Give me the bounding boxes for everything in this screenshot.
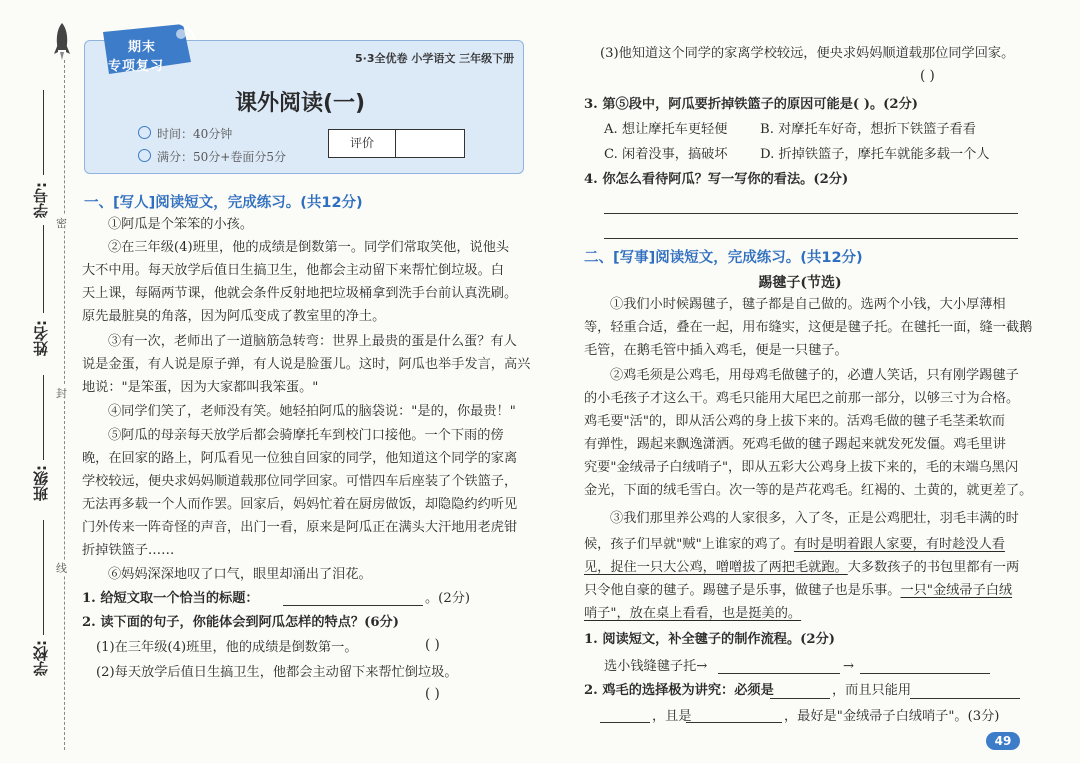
section1-heading: 一、[写人]阅读短文，完成练习。(共12分) [84,195,363,211]
answer-paren[interactable]: ( ) [425,686,440,702]
feather-answer-field[interactable] [600,722,650,723]
question-1-score: 。(2分) [425,591,471,606]
badge-line1: 期末 [128,40,157,55]
school-label: 学校: [32,640,50,676]
left-para-line: 学校较远，便央求妈妈顺道载那位同学回家。可惜四车后座装了个铁篮子， [82,474,518,489]
feather-answer-field[interactable] [686,722,782,723]
question-4: 4. 你怎么看待阿瓜？写一写你的看法。(2分) [584,172,849,187]
option-d[interactable]: D. 折掉铁篮子，摩托车就能多载一个人 [760,147,990,162]
answer-paren[interactable]: ( ) [425,637,440,653]
seal-char-feng: 封 [56,387,67,400]
right-para-line: 究要"金绒帚子白绒哨子"，即从五彩大公鸡身上拔下来的，毛的末端乌黑闪 [584,460,1019,475]
question-2-1: (1)在三年级(4)班里，他的成绩是倒数第一。 [96,640,358,655]
eval-label: 评价 [329,130,396,157]
page-title: 课外阅读(一) [234,91,366,116]
seal-char-mi: 密 [56,217,67,230]
answer-paren[interactable]: ( ) [920,68,935,84]
student-id-label: 学号: [32,182,50,218]
score-info: 满分：50分+卷面分5分 [138,148,286,165]
badge-line2: 专项复习 [108,59,165,74]
process-step-field[interactable] [860,673,990,674]
eval-score-field[interactable] [396,130,464,157]
right-para-line: 有弹性，踢起来飘逸潇洒。死鸡毛做的毽子踢起来就发死发僵。鸡毛里讲 [584,437,1006,452]
r-question-2: 2. 鸡毛的选择极为讲究：必须是 [584,683,774,698]
process-arrow: → [843,659,855,674]
page-number: 49 [986,732,1020,750]
question-3: 3. 第⑤段中，阿瓜要折掉铁篮子的原因可能是( )。(2分) [584,97,919,112]
right-para-line: 见，捉住一只大公鸡，噌噌拔了两把毛就跑。大多数孩子的书包里都有一两 [584,560,1020,575]
left-para-2: ②在三年级(4)班里，他的成绩是倒数第一。同学们常取笑他，说他头 [108,240,510,255]
school-field[interactable] [43,520,44,635]
r-question-1: 1. 阅读短文，补全毽子的制作流程。(2分) [584,632,836,647]
passage-title: 踢毽子(节选) [758,275,842,291]
left-para-5: ⑤阿瓜的母亲每天放学后都会骑摩托车到校门口接他。一个下雨的傍 [108,428,504,443]
student-id-field[interactable] [43,90,44,175]
clock-icon [138,126,151,139]
right-para-line: 金光，下面的绒毛雪白。次一等的是芦花鸡毛。红褐的、土黄的，就更差了。 [584,483,1033,498]
option-a[interactable]: A. 想让摩托车更轻便 [604,122,728,137]
right-para-line: 等，轻重合适，叠在一起，用布缝实，这便是毽子托。在毽托一面，缝一截鹅 [584,320,1033,335]
r-question-2-c: ，最好是"金绒帚子白绒哨子"。(3分) [784,709,1000,724]
class-field[interactable] [43,375,44,460]
left-para-line: 原先最脏臭的角落，因为阿瓜变成了教室里的净土。 [82,309,386,324]
book-meta: 5·3全优卷 小学语文 三年级下册 [355,52,515,65]
name-field[interactable] [43,225,44,313]
section2-heading: 二、[写事]阅读短文，完成练习。(共12分) [584,250,863,266]
left-para-line: 地说："是笨蛋，因为大家都叫我笨蛋。" [82,380,319,395]
rocket-icon [52,22,72,62]
left-para-1: ①阿瓜是个笨笨的小孩。 [108,217,254,232]
process-start: 选小钱缝毽子托→ [604,659,708,674]
right-para-line: 鸡毛要"活"的，即从活公鸡的身上拔下来的。活鸡毛做的毽子毛茎柔软而 [584,414,1005,429]
time-info: 时间：40分钟 [138,125,232,142]
option-c[interactable]: C. 闲着没事，搞破坏 [604,147,728,162]
seal-line [64,60,65,750]
left-para-4: ④同学们笑了，老师没有笑。她轻拍阿瓜的脑袋说："是的，你最贵！" [108,404,516,419]
right-para-line: 哨子"，放在桌上看看，也是挺美的。 [584,606,802,621]
left-para-line: 天上课，每隔两节课，他就会条件反射地把垃圾桶拿到洗手台前认真洗刷。 [82,286,518,301]
r-question-2-b: ，且是 [652,709,692,724]
right-para-line: 只令他自豪的毽子。踢毽子是乐事，做毽子也是乐事。一只"金绒帚子白绒 [584,583,1013,598]
left-para-line: 说是金蛋，有人说是原子弹，有人说是脸蛋儿。这时，阿瓜也举手发言，高兴 [82,357,531,372]
opinion-line-1[interactable] [604,213,1018,214]
right-para-2: ②鸡毛须是公鸡毛，用母鸡毛做毽子的，必遭人笑话，只有刚学踢毽子 [610,368,1019,383]
option-b[interactable]: B. 对摩托车好奇，想折下铁篮子看看 [760,122,976,137]
left-para-line: 晚，在回家的路上，阿瓜看见一位独自回家的同学，他知道这个同学的家离 [82,451,518,466]
feather-answer-field[interactable] [910,698,1020,699]
left-para-line: 门外传来一阵奇怪的声音，出门一看，原来是阿瓜正在满头大汗地用老虎钳 [82,520,518,535]
right-para-3: ③我们那里养公鸡的人家很多，入了冬，正是公鸡肥壮，羽毛丰满的时 [610,511,1019,526]
r-question-2-mid: ，而且只能用 [832,683,912,698]
class-label: 班级: [32,465,50,501]
title-answer-field[interactable] [283,605,423,606]
right-para-line: 毛管，在鹅毛管中插入鸡毛，便是一只毽子。 [584,343,848,358]
left-para-line: 大不中用。每天放学后值日生搞卫生，他都会主动留下来帮忙倒垃圾。白 [82,263,504,278]
feather-answer-field[interactable] [770,698,830,699]
question-2: 2. 读下面的句子，你能体会到阿瓜怎样的特点？(6分) [82,615,399,630]
check-icon [138,149,151,162]
left-para-3: ③有一次，老师出了一道脑筋急转弯：世界上最贵的蛋是什么蛋？有人 [108,334,517,349]
binding-sidebar [0,0,78,763]
name-label: 姓名: [32,320,50,356]
question-1: 1. 给短文取一个恰当的标题： [82,591,259,606]
process-step-field[interactable] [718,673,840,674]
right-para-1: ①我们小时候踢毽子，毽子都是自己做的。选两个小钱，大小厚薄相 [610,297,1006,312]
seal-char-xian: 线 [56,562,67,575]
question-2-3: (3)他知道这个同学的家离学校较远，便央求妈妈顺道载那位同学回家。 [600,46,1015,61]
right-para-line: 的小毛孩子才这么干。鸡毛只能用大尾巴之前那一部分，以够三寸为合格。 [584,391,1020,406]
question-2-2: (2)每天放学后值日生搞卫生，他都会主动留下来帮忙倒垃圾。 [96,665,458,680]
opinion-line-2[interactable] [604,238,1018,239]
left-para-line: 无法再多载一个人而作罢。回家后，妈妈忙着在厨房做饭，却隐隐约约听见 [82,497,518,512]
left-para-line: 折掉铁篮子…… [82,543,175,558]
left-para-6: ⑥妈妈深深地叹了口气，眼里却涌出了泪花。 [108,567,372,582]
right-para-line: 候，孩子们早就"贼"上谁家的鸡了。有时是明着跟人家要，有时趁没人看 [584,537,1005,552]
evaluation-box [328,129,465,158]
